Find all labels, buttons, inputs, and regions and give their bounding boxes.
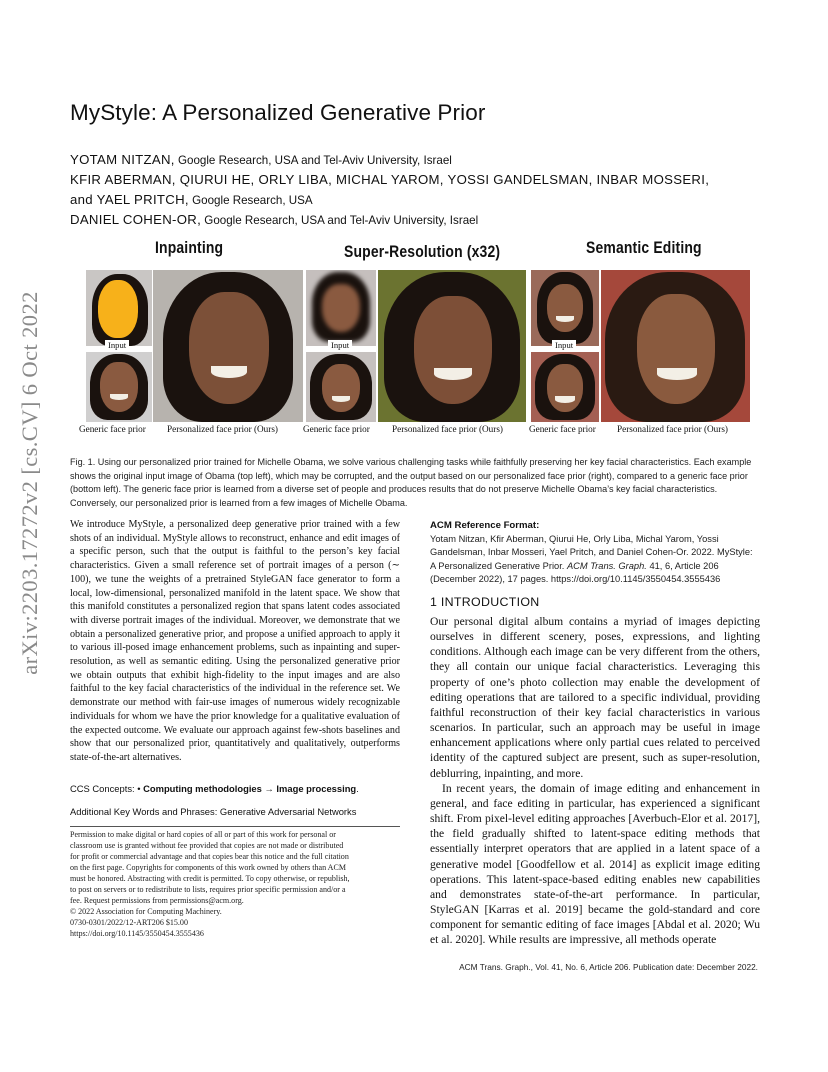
paper-title: MyStyle: A Personalized Generative Prior (70, 100, 486, 125)
personalized-prior-label: Personalized face prior (Ours) (617, 424, 728, 434)
page-footer: ACM Trans. Graph., Vol. 41, No. 6, Article 206. Publication date: December 2022. (459, 962, 758, 972)
inpainting-personalized-output (153, 270, 303, 422)
super-resolution-input-image (306, 270, 376, 346)
generic-prior-label: Generic face prior (79, 424, 146, 434)
inpainting-mask (98, 280, 138, 338)
author-line: DANIEL COHEN-OR, Google Research, USA and Tel-Aviv University, Israel (70, 212, 479, 227)
figure-heading-super-resolution: Super-Resolution (x32) (344, 242, 501, 261)
input-label: Input (328, 340, 352, 350)
super-resolution-personalized-output (378, 270, 526, 422)
personalized-prior-label: Personalized face prior (Ours) (392, 424, 503, 434)
input-label: Input (552, 340, 576, 350)
figure-heading-inpainting: Inpainting (155, 238, 224, 257)
figure-heading-semantic-editing: Semantic Editing (586, 238, 702, 257)
super-resolution-generic-output (306, 352, 376, 422)
author-line: YOTAM NITZAN, Google Research, USA and Tel-Aviv University, Israel (70, 152, 452, 167)
reference-format: Yotam Nitzan, Kfir Aberman, Qiurui He, Orly Liba, Michal Yarom, Yossi Gandelsman, Inbar Mosseri, Yael Pritch, and Daniel Cohen-Or. 2022. MyStyle: A Personalized Generative Prior. ACM Trans. Graph. 41, 6, Article 206 (December 2022), 17 pages. https://doi.org/10.1145/3550454.3555436 (430, 534, 753, 585)
personalized-prior-label: Personalized face prior (Ours) (167, 424, 278, 434)
author-block (70, 150, 770, 230)
semantic-editing-personalized-output (601, 270, 750, 422)
semantic-editing-input-image (531, 270, 599, 346)
input-label: Input (105, 340, 129, 350)
abstract: We introduce MyStyle, a personalized deep generative prior trained with a few shots of an individual. MyStyle allows to reconstruct, enhance and edit images of a specific person, such that the output is faithful to the person’s key facial characteristics. Given a small reference set of portrait images of a person (∼ 100), we tune the weights of a pretrained StyleGAN face generator to form a local, low-dimensional, personalized manifold in the latent space. We show that this manifold constitutes a personalized region that spans latent codes associated with diverse portrait images of the individual. Moreover, we demonstrate that we obtain a personalized generative prior, and propose a unified approach to apply it to various ill-posed image enhancement problems, such as inpainting and super-resolution, as well as semantic editing. Using the personalized generative prior we obtain outputs that exhibit high-fidelity to the input images and are also faithful to the key facial characteristics of the individual in the reference set. We demonstrate our method with fair-use images of numerous widely recognizable individuals for whom we have the prior knowledge for a qualitative evaluation of the expected outcome. We evaluate our approach against few-shots baselines and show that our personalized prior, quantitatively and qualitatively, outperforms state-of-the-art alternatives. (70, 519, 400, 763)
reference-format-heading: ACM Reference Format: (430, 520, 540, 531)
generic-prior-label: Generic face prior (303, 424, 370, 434)
section-heading-introduction: 1 INTRODUCTION (430, 595, 540, 609)
author-line: KFIR ABERMAN, QIURUI HE, ORLY LIBA, MICHAL YAROM, YOSSI GANDELSMAN, INBAR MOSSERI, (70, 172, 710, 187)
footnote-rule (70, 826, 400, 827)
inpainting-input-image (86, 270, 152, 346)
teaser-figure (78, 238, 750, 438)
doi-link[interactable]: https://doi.org/10.1145/3550454.3555436 (70, 928, 204, 938)
permission-notice: Permission to make digital or hard copies of all or part of this work for personal or classroom use is granted without fee provided that copies are not made or distributed for profit or commercial advantage and that copies bear this notice and the full citation on the first page. Copyrights for components of this work owned by others than ACM must be honored. Abstracting with credit is permitted. To copy otherwise, or republish, to post on servers or to redistribute to lists, requires prior specific permission and/or a fee. Request permissions from permissions@acm.org. © 2022 Association for Computing Machinery. 0730-0301/2022/12-ART206 $15.00 https://doi.org/10.1145/3550454.3555436 (70, 830, 400, 940)
keywords: Additional Key Words and Phrases: Generative Adversarial Networks (70, 806, 357, 817)
paragraph: In recent years, the domain of image editing and enhancement in general, and face editing in particular, has experienced a significant shift. From pixel-level editing approaches [Averbuch-Elor et al. 2017], the field gradually shifted to latent-space editing methods that essentially interpret operators that are applied in a latent space of a generative model [Goodfellow et al. 2014] as explicit image editing operations. This latent-space-based editing enables new capabilities and demonstrates state-of-the-art performance. In particular, StyleGAN [Karras et al. 2019] became the gold-standard and core component for semantic editing of face images [Abdal et al. 2020; Wu et al. 2020]. While results are impressive, all methods operate (430, 781, 760, 947)
paragraph: Our personal digital album contains a myriad of images depicting ourselves in different scenery, poses, expressions, and lighting conditions. Although each image can be very different from the others, they all contain our unique facial characteristics. Leveraging this property of one’s photo collection may enable the development of editing operations that are tailored to a specific individual, providing faithful reconstruction of their key facial characteristics in various scenarios. In particular, such an approach may be useful in image enhancement applications where only partial cues related to perceived identity of the captured subject are present, such as super-resolution, deblurring, inpainting, and more. (430, 615, 760, 780)
introduction-body (430, 614, 760, 947)
inpainting-generic-output (86, 352, 152, 422)
ccs-concepts: CCS Concepts: • Computing methodologies → Image processing. (70, 783, 359, 794)
figure-caption: Fig. 1. Using our personalized prior trained for Michelle Obama, we solve various challenging tasks while faithfully preserving her key facial characteristics. Each example shows the original input image of Obama (top left), which may be corrupted, and the output based on our personalized face prior (right), compared to a generic face prior (bottom left). The generic face prior is learned from a diverse set of people and produces results that do not preserve Michelle Obama’s key facial characteristics. Conversely, our personalized prior is learned from a few images of Michelle Obama. (70, 457, 752, 508)
arxiv-stamp: arXiv:2203.17272v2 [cs.CV] 6 Oct 2022 (17, 291, 42, 675)
author-line: and YAEL PRITCH, Google Research, USA (70, 192, 313, 207)
generic-prior-label: Generic face prior (529, 424, 596, 434)
semantic-editing-generic-output (531, 352, 599, 422)
